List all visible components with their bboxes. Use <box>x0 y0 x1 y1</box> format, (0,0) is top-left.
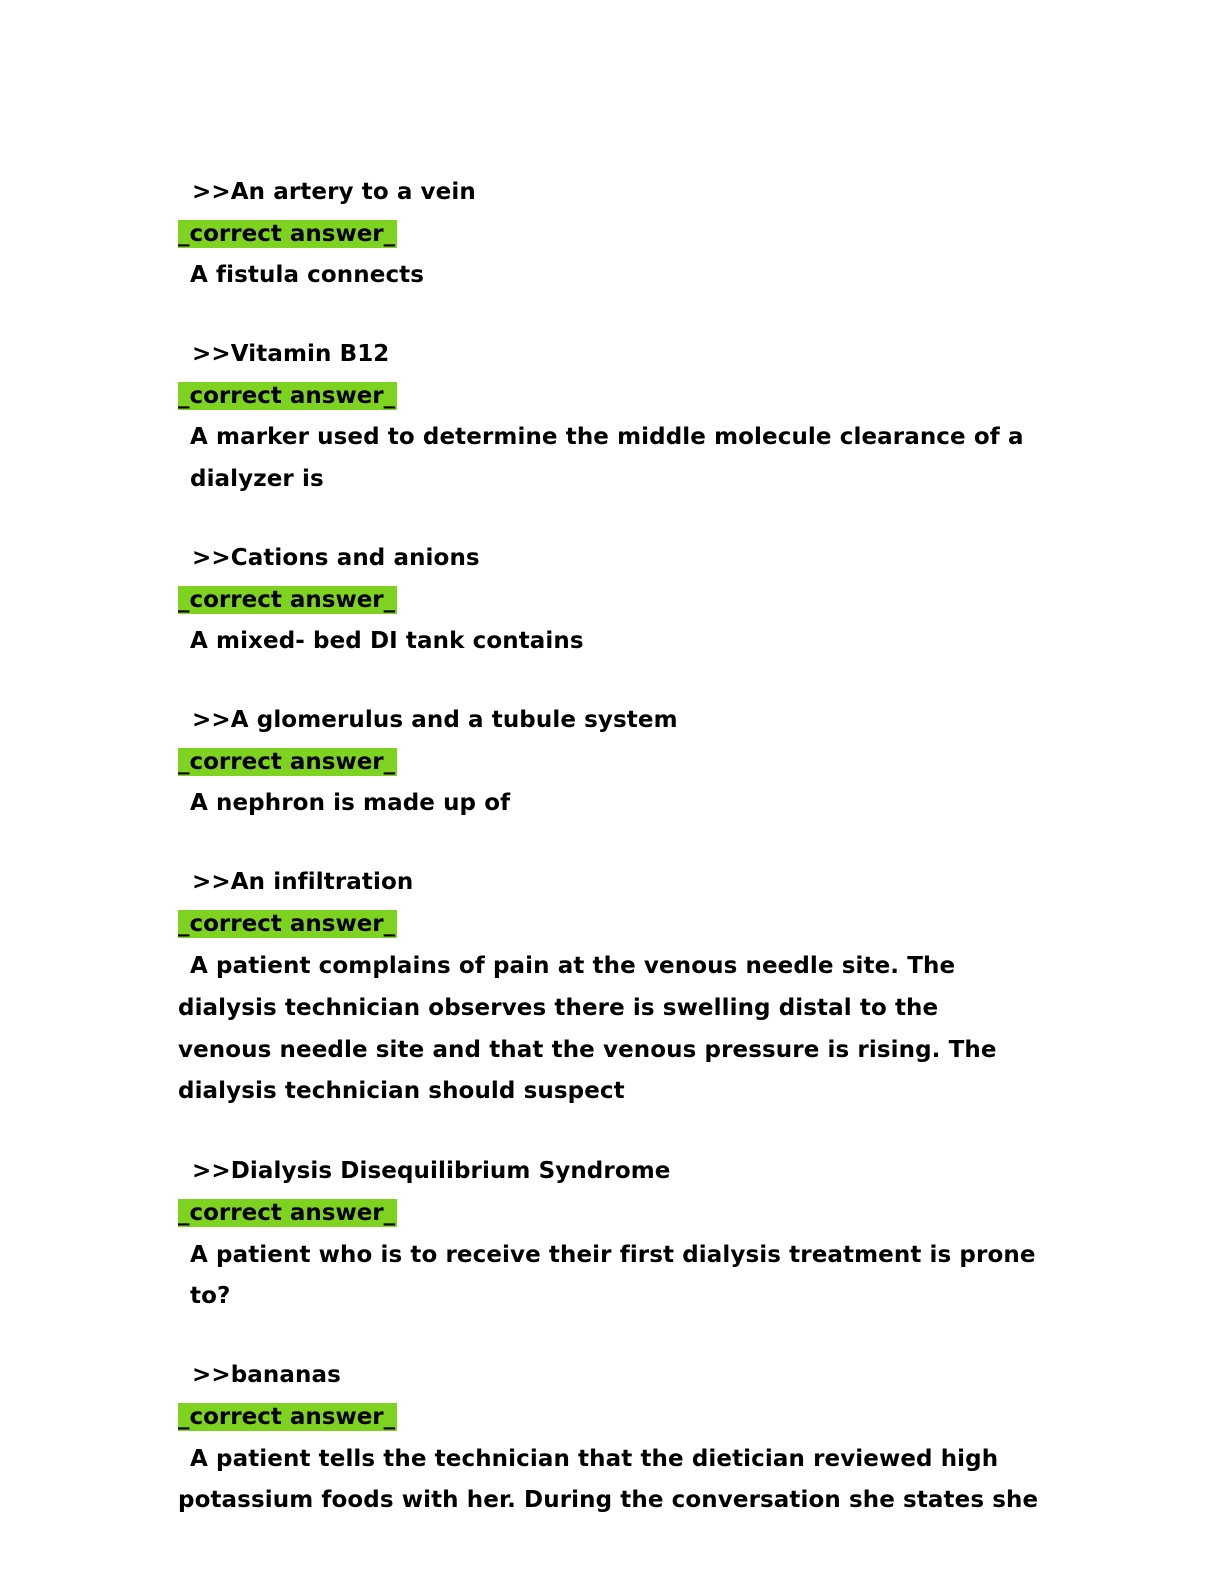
question-text: dialyzer is <box>190 466 324 492</box>
correct-answer-label: _correct answer_ <box>178 911 396 937</box>
answer-text: >>Cations and anions <box>192 545 480 571</box>
answer-text: >>A glomerulus and a tubule system <box>192 707 678 733</box>
question-text: dialysis technician should suspect <box>178 1078 625 1104</box>
question-text: potassium foods with her. During the conversation she states she <box>178 1487 1039 1513</box>
correct-answer-label: _correct answer_ <box>178 221 396 247</box>
answer-text: >>Dialysis Disequilibrium Syndrome <box>192 1158 671 1184</box>
question-text: A patient complains of pain at the venous needle site. The <box>190 953 956 979</box>
answer-text: >>An artery to a vein <box>192 179 476 205</box>
question-text: A marker used to determine the middle molecule clearance of a <box>190 424 1024 450</box>
question-text: A fistula connects <box>190 262 425 288</box>
question-text: dialysis technician observes there is swelling distal to the <box>178 995 939 1021</box>
correct-answer-label: _correct answer_ <box>178 1404 396 1430</box>
correct-answer-label: _correct answer_ <box>178 1200 396 1226</box>
answer-text: >>bananas <box>192 1362 341 1388</box>
correct-answer-label: _correct answer_ <box>178 587 396 613</box>
correct-answer-label: _correct answer_ <box>178 383 396 409</box>
question-text: A nephron is made up of <box>190 790 511 816</box>
correct-answer-label: _correct answer_ <box>178 749 396 775</box>
question-text: venous needle site and that the venous pressure is rising. The <box>178 1037 997 1063</box>
question-text: A mixed- bed DI tank contains <box>190 628 584 654</box>
question-text: A patient who is to receive their first dialysis treatment is prone <box>190 1242 1036 1268</box>
answer-text: >>Vitamin B12 <box>192 341 390 367</box>
answer-text: >>An infiltration <box>192 869 414 895</box>
question-text: A patient tells the technician that the dietician reviewed high <box>190 1446 999 1472</box>
question-text: to? <box>190 1283 231 1309</box>
